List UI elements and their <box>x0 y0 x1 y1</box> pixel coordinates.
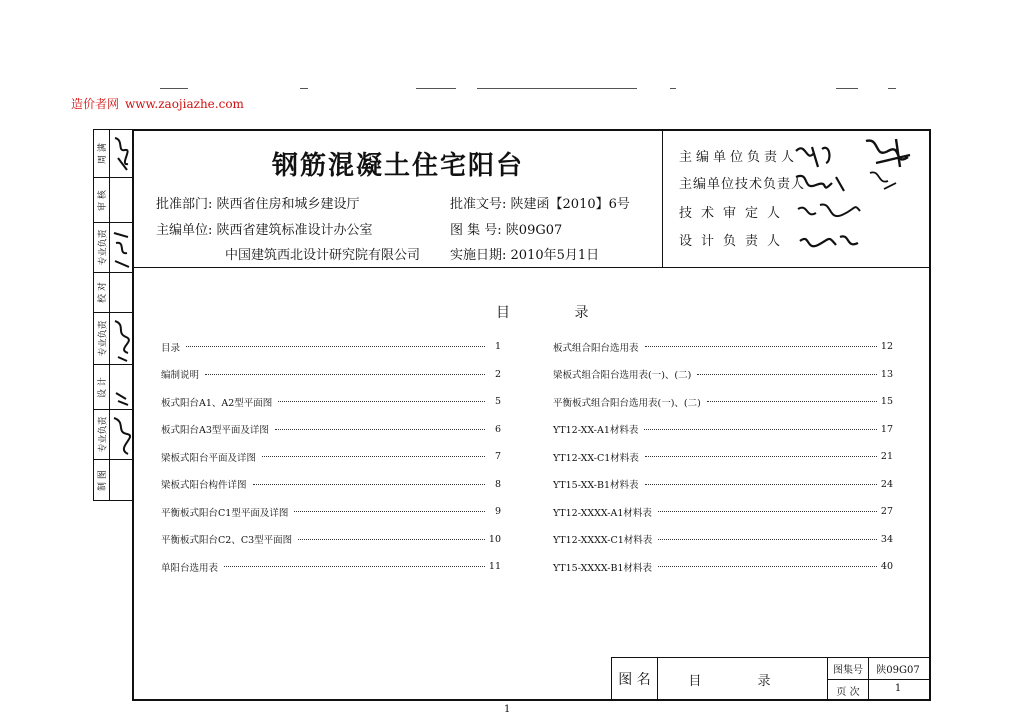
effective-date <box>450 244 599 263</box>
responsible-row: 技术审定人 <box>679 206 790 221</box>
toc-item-page: 12 <box>880 341 893 353</box>
toc-item-page: 24 <box>880 478 893 490</box>
signature-image <box>784 133 929 268</box>
responsible-row: 主编单位负责人 <box>679 150 799 165</box>
toc-item-page: 21 <box>880 451 893 463</box>
sign-cell-label: 专业负责 <box>98 320 109 357</box>
approval-dept-label: 批准部门: <box>156 197 213 212</box>
approval-doc-label: 批准文号: <box>450 197 507 212</box>
toc-item-page: 1 <box>494 341 501 353</box>
sign-cell <box>94 460 133 501</box>
signature-image <box>110 410 133 460</box>
signature-image <box>110 130 133 178</box>
signature-image <box>110 223 133 273</box>
atlas-number-label: 图 集 号: <box>450 223 502 238</box>
sign-cell <box>94 313 133 365</box>
sign-cell-label: 审 核 <box>98 189 108 211</box>
sign-cell <box>94 365 133 410</box>
page-title: 钢筋混凝土住宅阳台 <box>271 151 524 181</box>
toc-item-title: 梁板式组合阳台选用表(一)、(二) <box>553 370 692 382</box>
effective-date-value: 2010年5月1日 <box>510 248 600 263</box>
approval-dept <box>156 193 360 212</box>
toc-item-title: YT12-XXXX-C1材料表 <box>553 535 653 547</box>
title-block-divider <box>828 679 930 680</box>
signature-image <box>110 365 133 410</box>
toc-item-page: 15 <box>880 396 893 408</box>
toc-item[interactable] <box>161 333 501 361</box>
editor-unit-2: 中国建筑西北设计研究院有限公司 <box>225 248 421 263</box>
scan-marks <box>150 88 910 91</box>
sign-strip <box>93 129 133 501</box>
toc-item-title: YT12-XXXX-A1材料表 <box>553 507 652 519</box>
sign-cell <box>94 130 133 178</box>
sign-cell-label: 设 计 <box>98 376 108 398</box>
toc-item[interactable] <box>161 361 501 389</box>
toc-item-title: 板式组合阳台选用表 <box>553 342 639 354</box>
responsible-row: 主编单位技术负责人 <box>679 177 806 192</box>
toc-item-title: YT15-XXXX-B1材料表 <box>553 562 653 574</box>
toc-item[interactable] <box>161 443 501 471</box>
page-number: 1 <box>504 704 511 715</box>
sign-cell <box>94 223 133 273</box>
toc-item[interactable] <box>161 471 501 499</box>
toc-item[interactable] <box>553 388 893 416</box>
sign-cell <box>94 178 133 223</box>
toc-item-page: 13 <box>880 368 893 380</box>
responsible-row: 设计负责人 <box>679 234 790 249</box>
toc-item[interactable] <box>553 333 893 361</box>
toc-item[interactable] <box>553 443 893 471</box>
toc-item[interactable] <box>553 498 893 526</box>
toc-item-title: 平衡板式阳台C1型平面及详图 <box>161 507 289 519</box>
toc-item-title: 梁板式阳台构件详图 <box>161 480 247 492</box>
toc-item-page: 7 <box>494 451 501 463</box>
atlas-no-label: 图集号 <box>833 665 863 676</box>
toc-item-page: 2 <box>494 368 501 380</box>
toc-item[interactable] <box>161 553 501 581</box>
watermark-url: www.zaojiazhe.com <box>125 97 244 111</box>
watermark <box>71 95 244 112</box>
header-block <box>134 131 929 268</box>
toc-item[interactable] <box>161 526 501 554</box>
toc-item-page: 10 <box>488 533 501 545</box>
toc-item[interactable] <box>553 526 893 554</box>
page-label: 页 次 <box>836 687 860 698</box>
sign-cell-label: 校 对 <box>98 282 108 303</box>
atlas-no-value: 陕09G07 <box>876 665 920 676</box>
toc-item-page: 11 <box>488 561 501 573</box>
signature-image <box>110 313 133 365</box>
toc-item[interactable] <box>161 498 501 526</box>
toc-item-title: YT12-XX-C1材料表 <box>553 452 639 464</box>
toc-item-title: 单阳台选用表 <box>161 562 219 574</box>
approval-doc-value: 陕建函【2010】6号 <box>510 197 630 212</box>
toc-item-page: 6 <box>494 423 501 435</box>
toc-item-page: 17 <box>880 423 893 435</box>
sign-cell-label: 制 图 <box>98 470 108 491</box>
toc-right-column <box>553 333 893 581</box>
toc-item-title: 平衡板式阳台C2、C3型平面图 <box>161 535 293 547</box>
sign-cell-label: 专业负责 <box>98 416 109 453</box>
toc-item-title: 梁板式阳台平面及详图 <box>161 452 257 464</box>
approval-dept-value: 陕西省住房和城乡建设厅 <box>216 197 360 212</box>
toc-left-column <box>161 333 501 581</box>
toc-item-title: 板式阳台A1、A2型平面图 <box>161 397 273 409</box>
effective-date-label: 实施日期: <box>450 248 507 263</box>
toc-item-title: YT12-XX-A1材料表 <box>553 425 639 437</box>
table-of-contents <box>161 333 912 583</box>
drawing-name-value: 目 录 <box>658 658 828 700</box>
toc-item[interactable] <box>553 553 893 581</box>
toc-heading: 目 录 <box>496 305 619 321</box>
editor-unit-label: 主编单位: <box>156 223 213 238</box>
sign-cell-label: 周 满 <box>98 143 108 164</box>
editor-unit-value: 陕西省建筑标准设计办公室 <box>216 223 373 238</box>
toc-item-page: 9 <box>494 506 501 518</box>
sign-cell-label: 专业负责 <box>98 229 109 266</box>
toc-item-page: 5 <box>494 396 501 408</box>
atlas-number <box>450 219 562 238</box>
page-value: 1 <box>894 683 902 694</box>
sign-cell <box>94 410 133 460</box>
toc-item[interactable] <box>553 416 893 444</box>
toc-item-title: 平衡板式组合阳台选用表(一)、(二) <box>553 397 701 409</box>
toc-item[interactable] <box>553 471 893 499</box>
toc-item[interactable] <box>553 361 893 389</box>
toc-item-page: 27 <box>880 506 893 518</box>
title-block <box>611 657 929 699</box>
sign-cell <box>94 273 133 313</box>
toc-item-page: 34 <box>880 533 893 545</box>
toc-item-page: 8 <box>494 478 501 490</box>
editor-unit <box>156 219 373 238</box>
toc-item-title: YT15-XX-B1材料表 <box>553 480 639 492</box>
toc-item-page: 40 <box>880 561 893 573</box>
watermark-site: 造价者网 <box>71 97 120 111</box>
toc-item[interactable] <box>161 416 501 444</box>
approval-doc <box>450 193 630 212</box>
toc-item-title: 编制说明 <box>161 370 200 382</box>
header-divider <box>662 131 663 268</box>
atlas-number-value: 陕09G07 <box>505 223 563 238</box>
toc-item-title: 目录 <box>161 342 181 354</box>
drawing-name-label: 图 名 <box>612 658 658 700</box>
toc-item-title: 板式阳台A3型平面及详图 <box>161 425 269 437</box>
toc-item[interactable] <box>161 388 501 416</box>
